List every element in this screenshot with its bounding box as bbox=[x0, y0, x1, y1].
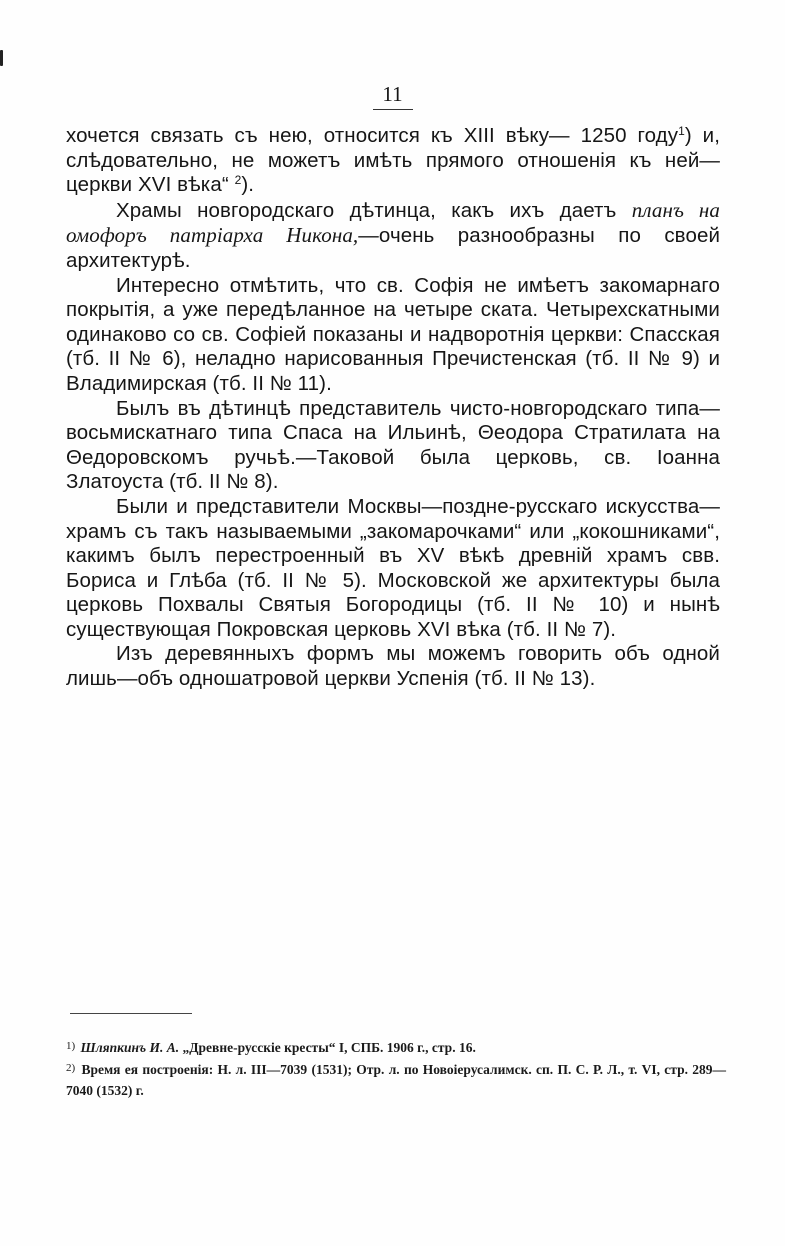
footnote-separator bbox=[70, 1013, 192, 1014]
body-text bbox=[66, 124, 720, 692]
footnote-ref-2: 2 bbox=[234, 173, 242, 188]
paragraph-2-italic: планъ на омофоръ патріарха Никона, bbox=[66, 197, 721, 248]
paragraph-2-start: Храмы новгородскаго дѣтинца, какъ ихъ даетъ bbox=[116, 198, 632, 222]
paragraph-1-line-1: хочется связать съ нею, относится къ XIII вѣку— bbox=[66, 124, 570, 147]
paragraph-3: Интересно отмѣтить, что св. Софія не имѣетъ закомарнаго покрытія, а уже передѣланное на четыре ската. Четырехскатными одинаково со св. Софіей показаны и надворотнія церкви: Спасская (тб. II № 6), неладно нарисованныя Пречистенская (тб. II № 9) и Владимирская (тб. II № 11). bbox=[66, 273, 720, 395]
paragraph-1-line-2-rest: ) и, слѣдовательно, не можетъ имѣть прямого bbox=[66, 124, 721, 172]
paragraph-4: Былъ въ дѣтинцѣ представитель чисто-новгородскаго типа—восьмискатнаго типа Спаса на Ильинѣ, Θеодора Стратилата на Θедоровскомъ ручьѣ.—Таковой была церковь, св. Іоанна Златоуста (тб. II № 8). bbox=[66, 396, 720, 494]
paragraph-2 bbox=[66, 198, 720, 274]
paragraph-1 bbox=[66, 124, 720, 198]
footnote-ref-1: 1 bbox=[678, 124, 685, 138]
footnote-1-author: Шляпкинъ И. А. bbox=[80, 1040, 180, 1055]
footnote-1-mark: 1) bbox=[66, 1040, 76, 1052]
page-number-rule bbox=[373, 109, 413, 110]
scan-edge-mark bbox=[0, 50, 3, 66]
paragraph-1-line-3: отношенія къ ней—церкви XVI вѣка“ bbox=[66, 148, 720, 197]
footnote-2-text: Время ея построенія: Н. л. III—7039 (1531); Отр. л. по Новоіерусалимск. сп. П. С. Р. Л., т. VI, стр. 289—7040 (1532) г. bbox=[66, 1062, 727, 1098]
paragraph-1-line-3-end: ). bbox=[241, 173, 255, 197]
paragraph-1-line-2: 1250 году bbox=[580, 124, 679, 147]
footnote-1-text: „Древне-русскіе кресты“ I, СПБ. 1906 г., стр. 16. bbox=[179, 1040, 476, 1055]
paragraph-6: Изъ деревянныхъ формъ мы можемъ говорить объ одной лишь—объ одношатровой церкви Успенія (тб. II № 13). bbox=[66, 642, 720, 691]
footnote-2 bbox=[66, 1058, 726, 1101]
footnotes bbox=[66, 1036, 726, 1101]
footnote-1 bbox=[66, 1036, 726, 1058]
paragraph-2-end: —очень разнообразны по своей архитектурѣ. bbox=[66, 224, 720, 272]
page-number: 11 bbox=[382, 82, 403, 106]
paragraph-5: Были и представители Москвы—поздне-русскаго искусства—храмъ съ такъ называемыми „закомарочками“ или „кокошниками“, какимъ былъ перестроенный въ XV вѣкѣ древній храмъ свв. Бориса и Глѣба (тб. II № 5). Московской же архитектуры была церковь Похвалы Святыя Богородицы (тб. II № 10) и нынѣ существующая Покровская церковь XVI вѣка (тб. II № 7). bbox=[66, 494, 720, 641]
footnote-2-mark: 2) bbox=[66, 1062, 76, 1074]
